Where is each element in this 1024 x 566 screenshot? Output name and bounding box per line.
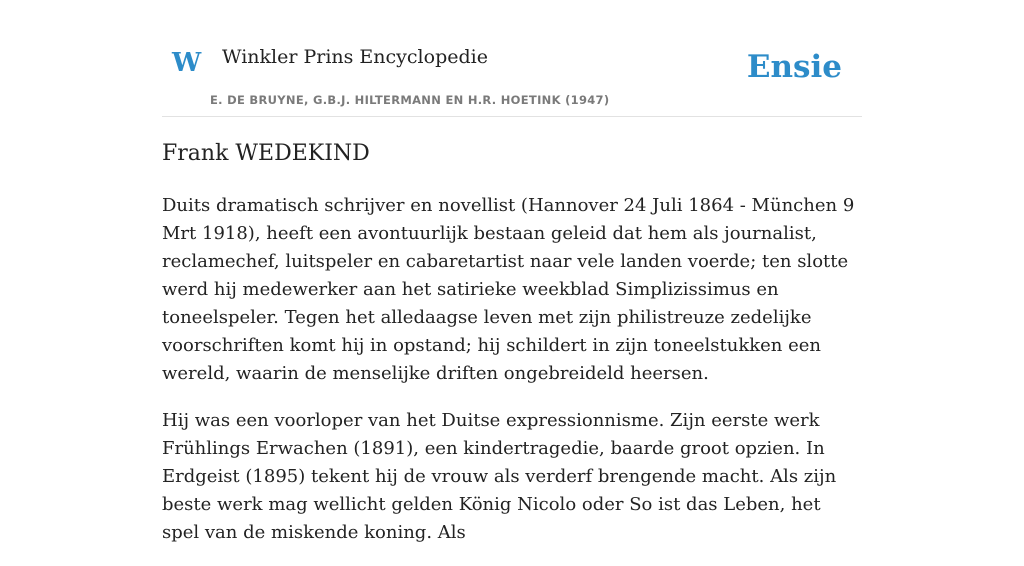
article-title: Frank WEDEKIND xyxy=(162,141,370,166)
authors-line: E. DE BRUYNE, G.B.J. HILTERMANN EN H.R. HOETINK (1947) xyxy=(210,93,610,107)
winkler-prins-logo-icon[interactable]: W xyxy=(172,48,202,78)
ensie-brand-logo[interactable]: Ensie xyxy=(746,49,842,85)
article-paragraph: Hij was een voorloper van het Duitse expressionnisme. Zijn eerste werk Frühlings Erwachen (1891), een kindertragedie, baarde groot opzien. In Erdgeist (1895) tekent hij de vrouw als verderf brengende macht. Als zijn beste werk mag wellicht gelden König Nicolo oder So ist das Leben, het spel van de miskende koning. Als xyxy=(162,410,837,543)
site-title[interactable]: Winkler Prins Encyclopedie xyxy=(222,46,488,68)
article-paragraph: Duits dramatisch schrijver en novellist (Hannover 24 Juli 1864 - München 9 Mrt 1918), heeft een avontuurlijk bestaan geleid dat hem als journalist, reclamechef, luitspeler en cabaretartist naar vele landen voerde; ten slotte werd hij medewerker aan het satirieke weekblad Simplizissimus en toneelspeler. Tegen het alledaagse leven met zijn philistreuze zedelijke voorschriften komt hij in opstand; hij schildert in zijn toneelstukken een wereld, waarin de menselijke driften ongebreideld heersen. xyxy=(162,195,855,384)
header xyxy=(162,0,862,117)
article-body xyxy=(162,192,862,566)
content-container xyxy=(162,0,862,543)
